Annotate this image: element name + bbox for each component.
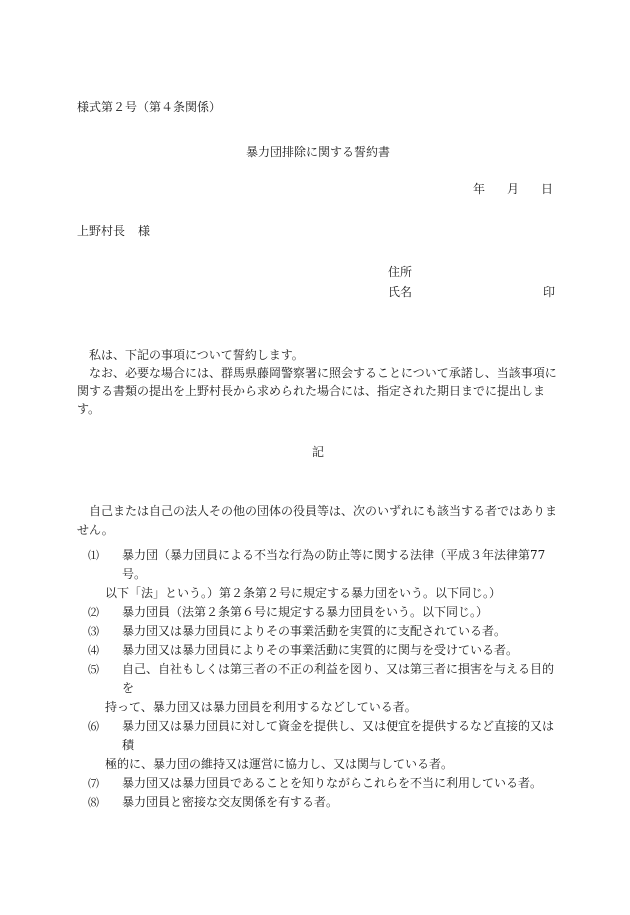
date-month-label: 月 <box>507 182 520 196</box>
item-text: 暴力団又は暴力団員に対して資金を提供し、又は便宜を提供するなど直接的又は積 <box>122 719 555 752</box>
list-item <box>77 717 557 774</box>
addressee-name: 上野村長 <box>77 224 126 238</box>
address-label: 住所 <box>388 265 413 279</box>
date-line <box>473 183 553 195</box>
date-day-label: 日 <box>541 182 554 196</box>
addressee <box>77 225 150 237</box>
item-number: ⑴ <box>88 549 99 562</box>
item-number: ⑺ <box>88 777 99 790</box>
intro-paragraph: 自己または自己の法人その他の団体の役員等は、次のいずれにも該当する者ではありません。 <box>77 504 558 537</box>
item-number: ⑶ <box>88 625 99 638</box>
addressee-honorific: 様 <box>138 224 151 238</box>
list-item <box>77 774 557 793</box>
list-item <box>77 641 557 660</box>
item-text: 暴力団員と密接な交友関係を有する者。 <box>122 795 339 809</box>
item-number: ⑵ <box>88 606 99 619</box>
item-text-continued: 持って、暴力団又は暴力団員を利用するなどしている者。 <box>105 700 417 714</box>
item-number: ⑷ <box>88 644 99 657</box>
document-title: 暴力団排除に関する誓約書 <box>246 145 391 159</box>
form-number: 様式第２号（第４条関係） <box>77 100 222 114</box>
item-text-continued: 以下「法」という。）第２条第２号に規定する暴力団をいう。以下同じ。） <box>105 586 502 600</box>
item-text: 暴力団又は暴力団員であることを知りながらこれらを不当に利用している者。 <box>122 776 543 790</box>
item-number: ⑻ <box>88 796 99 809</box>
list-item <box>77 793 557 812</box>
item-text-continued: 極的に、暴力団の維持又は運営に協力し、又は関与している者。 <box>105 757 454 771</box>
name-label: 氏名 <box>388 285 413 299</box>
ki-heading: 記 <box>312 445 325 459</box>
item-number: ⑸ <box>88 663 99 676</box>
pledge-item-list <box>77 546 557 812</box>
item-text: 暴力団（暴力団員による不当な行為の防止等に関する法律（平成３年法律第77号。 <box>122 548 546 581</box>
item-text: 暴力団又は暴力団員によりその事業活動に実質的に関与を受けている者。 <box>122 643 519 657</box>
pledge-paragraph: 私は、下記の事項について誓約します。 <box>89 348 304 362</box>
item-text: 暴力団又は暴力団員によりその事業活動を実質的に支配されている者。 <box>122 624 507 638</box>
list-item <box>77 603 557 622</box>
consent-paragraph: なお、必要な場合には、群馬県藤岡警察署に照会することについて承諾し、当該事項に関する書類の提出を上野村長から求められた場合には、指定された期日までに提出します。 <box>77 366 557 416</box>
item-text: 暴力団員（法第２条第６号に規定する暴力団員をいう。以下同じ。） <box>122 605 489 619</box>
list-item <box>77 660 557 717</box>
item-number: ⑹ <box>88 720 99 733</box>
list-item <box>77 546 557 603</box>
item-text: 自己、自社もしくは第三者の不正の利益を図り、又は第三者に損害を与える目的を <box>122 662 555 695</box>
list-item <box>77 622 557 641</box>
seal-mark: 印 <box>543 285 556 299</box>
date-year-label: 年 <box>473 182 486 196</box>
